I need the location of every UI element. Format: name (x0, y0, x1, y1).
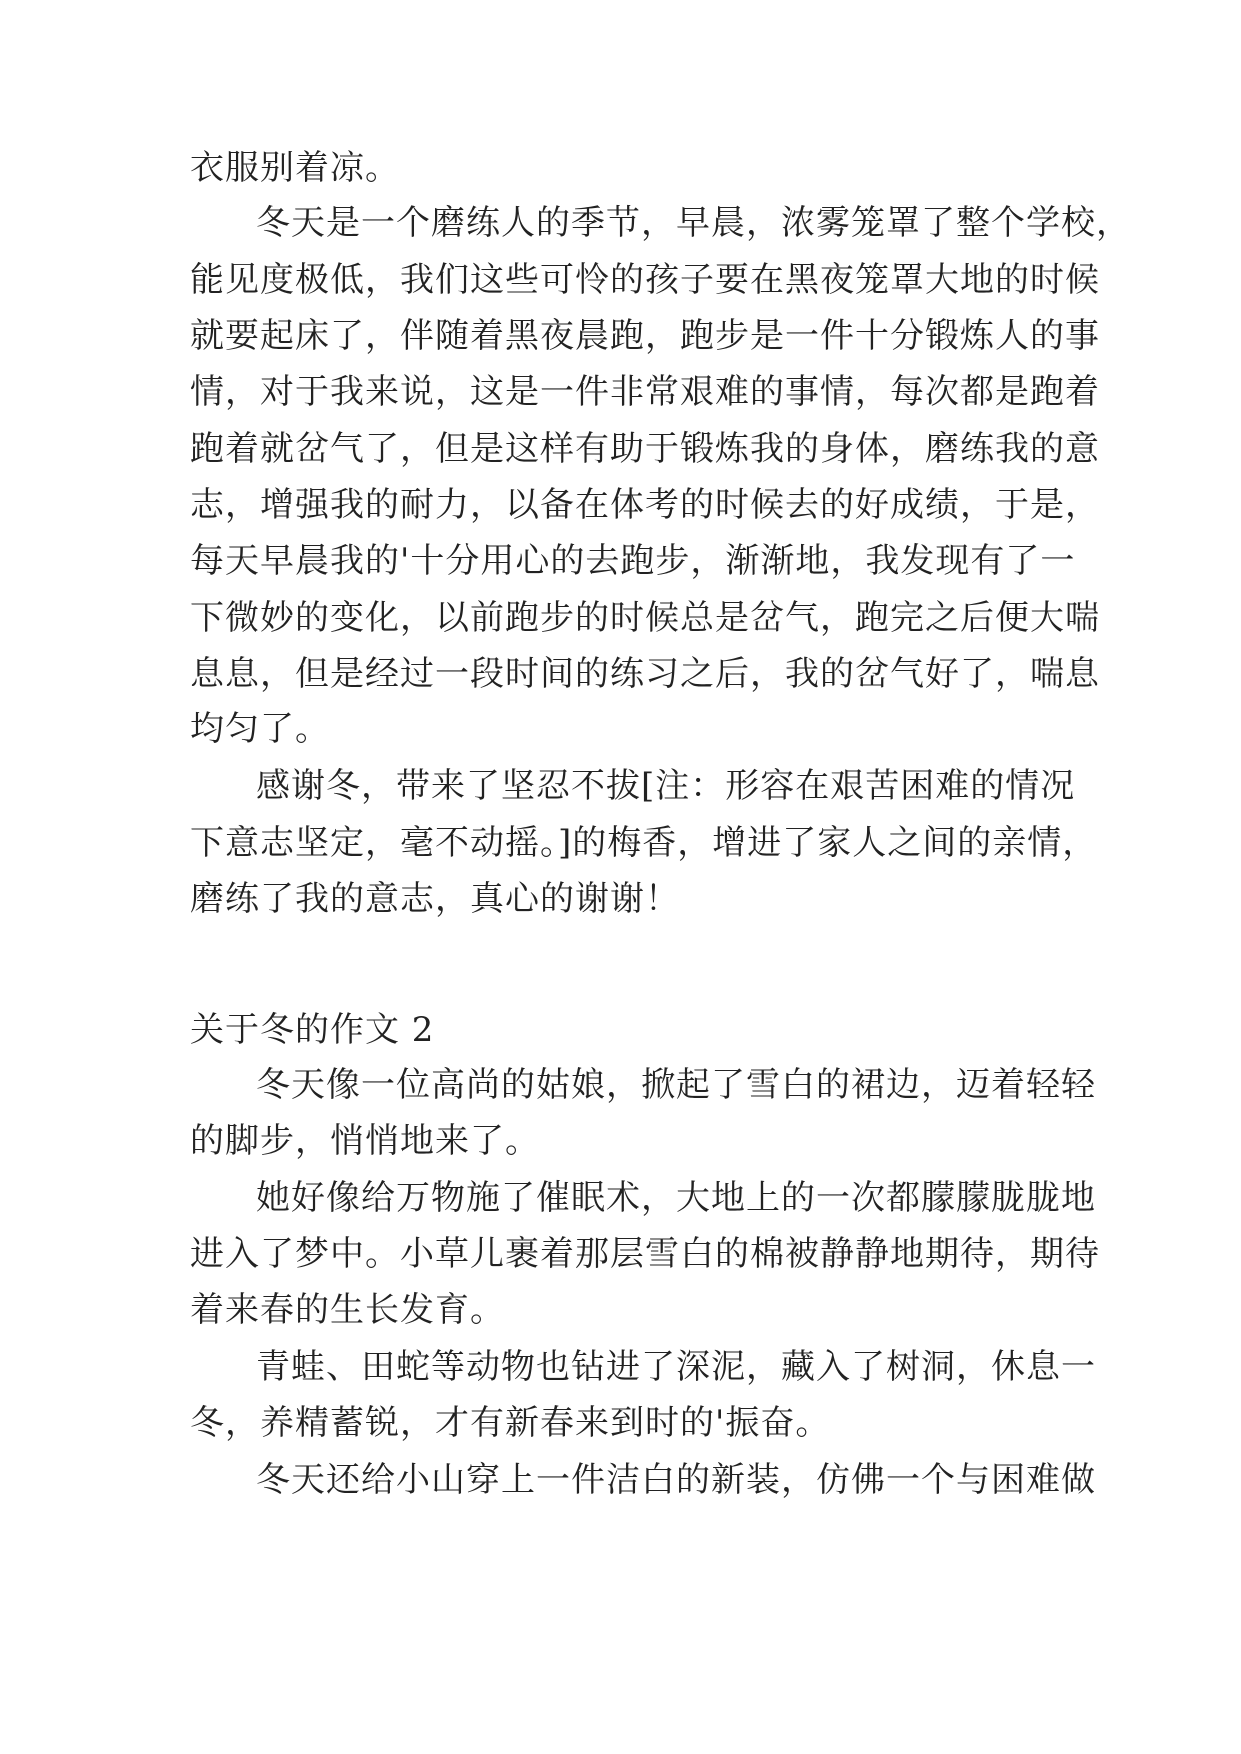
text-line: 情，对于我来说，这是一件非常艰难的事情，每次都是跑着 (190, 372, 1100, 412)
text-line: 就要起床了，伴随着黑夜晨跑，跑步是一件十分锻炼人的事 (190, 316, 1100, 356)
paragraph-first-line: 青蛙、田蛇等动物也钻进了深泥，藏入了树洞，休息一 (256, 1347, 1096, 1387)
text-line: 的脚步，悄悄地来了。 (190, 1121, 540, 1161)
paragraph-first-line: 冬天还给小山穿上一件洁白的新装，仿佛一个与困难做 (256, 1460, 1096, 1500)
text-line: 磨练了我的意志，真心的谢谢！ (190, 879, 680, 919)
section-heading: 关于冬的作文 2 (190, 1010, 435, 1050)
text-line: 冬，养精蓄锐，才有新春来到时的'振奋。 (190, 1403, 831, 1443)
text-line: 下意志坚定，毫不动摇。]的梅香，增进了家人之间的亲情， (190, 823, 1098, 863)
text-line: 着来春的生长发育。 (190, 1290, 505, 1330)
text-line: 衣服别着凉。 (190, 148, 400, 188)
paragraph-first-line: 感谢冬，带来了坚忍不拔[注：形容在艰苦困难的情况 (256, 766, 1076, 806)
text-line: 跑着就岔气了，但是这样有助于锻炼我的身体，磨练我的意 (190, 429, 1100, 469)
text-line: 均匀了。 (190, 709, 330, 749)
text-line: 能见度极低，我们这些可怜的孩子要在黑夜笼罩大地的时候 (190, 260, 1100, 300)
paragraph-first-line: 冬天是一个磨练人的季节，早晨，浓雾笼罩了整个学校， (256, 203, 1131, 243)
text-line: 进入了梦中。小草儿裹着那层雪白的棉被静静地期待，期待 (190, 1234, 1100, 1274)
text-line: 下微妙的变化，以前跑步的时候总是岔气，跑完之后便大喘 (190, 598, 1100, 638)
text-line: 息息，但是经过一段时间的练习之后，我的岔气好了，喘息 (190, 654, 1100, 694)
paragraph-first-line: 冬天像一位高尚的姑娘，掀起了雪白的裙边，迈着轻轻 (256, 1065, 1096, 1105)
text-line: 每天早晨我的'十分用心的去跑步，渐渐地，我发现有了一 (190, 541, 1076, 581)
paragraph-first-line: 她好像给万物施了催眠术，大地上的一次都朦朦胧胧地 (256, 1178, 1096, 1218)
text-line: 志，增强我的耐力，以备在体考的时候去的好成绩，于是， (190, 485, 1100, 525)
